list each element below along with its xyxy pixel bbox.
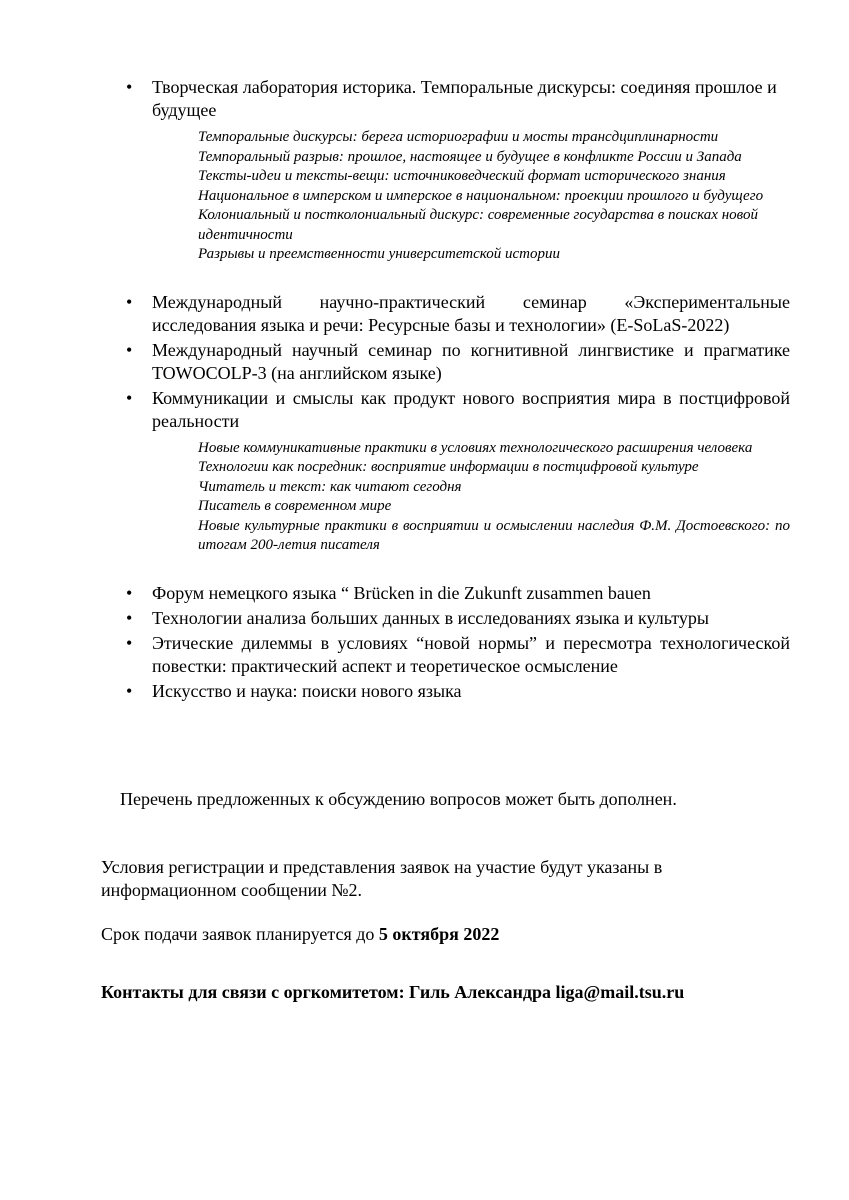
- bullet-icon: •: [126, 680, 133, 701]
- topic-list: [126, 76, 790, 703]
- list-item: [126, 76, 790, 265]
- sub-item: Новые культурные практики в восприятии и осмыслении наследия Ф.М. Достоевского: по итогам 200-летия писателя: [198, 517, 790, 553]
- section-title: Коммуникации и смыслы как продукт нового восприятия мира в постцифровой реальности: [152, 387, 790, 431]
- list-item: [126, 582, 790, 605]
- sub-item: Колониальный и постколониальный дискурс: современные государства в поисках новой идентичности: [198, 207, 758, 243]
- sub-item: Читатель и текст: как читают сегодня: [198, 478, 462, 495]
- list-item: [126, 607, 790, 630]
- deadline-prefix: Срок подачи заявок планируется до: [101, 924, 379, 944]
- section-title: Искусство и наука: поиски нового языка: [152, 680, 462, 701]
- registration-paragraph: Условия регистрации и представления заявок на участие будут указаны в информационном сообщении №2.: [101, 857, 663, 900]
- section-title: Технологии анализа больших данных в исследованиях языка и культуры: [152, 607, 709, 628]
- list-item: [126, 291, 790, 337]
- bullet-icon: •: [126, 607, 133, 628]
- list-item: [126, 387, 790, 556]
- sub-item: Писатель в современном мире: [198, 498, 392, 514]
- deadline-paragraph: [101, 923, 781, 946]
- note-paragraph: Перечень предложенных к обсуждению вопросов может быть дополнен.: [120, 789, 677, 809]
- bullet-icon: •: [126, 582, 133, 603]
- sub-item: Новые коммуникативные практики в условиях технологического расширения человека: [198, 439, 753, 456]
- sub-item: Темпоральные дискурсы: берега историографии и мосты трансдциплинарности: [198, 129, 719, 145]
- sublist: [198, 128, 790, 265]
- list-item: [126, 680, 790, 703]
- contacts-paragraph: Контакты для связи с оргкомитетом: Гиль Александра liga@mail.tsu.ru: [101, 982, 685, 1002]
- section-title: Творческая лаборатория историка. Темпоральные дискурсы: соединяя прошлое и будущее: [152, 77, 777, 120]
- list-item: [126, 339, 790, 385]
- sublist: [198, 439, 790, 556]
- deadline-date: 5 октября 2022: [378, 924, 500, 944]
- bullet-icon: •: [126, 77, 133, 97]
- bullet-icon: •: [126, 632, 133, 653]
- section-title: Международный научно-практический семинар «Экспериментальные исследования языка и речи: Ресурсные базы и технологии» (E-SoLaS-2022): [152, 291, 790, 335]
- bullet-icon: •: [126, 387, 133, 408]
- bullet-icon: •: [126, 291, 133, 312]
- sub-item: Тексты-идеи и тексты-вещи: источниковедческий формат исторического знания: [198, 168, 726, 184]
- bullet-icon: •: [126, 339, 133, 360]
- sub-item: Разрывы и преемственности университетской истории: [198, 246, 560, 262]
- sub-item: Темпоральный разрыв: прошлое, настоящее и будущее в конфликте России и Запада: [198, 148, 742, 165]
- sub-item: Технологии как посредник: восприятие информации в постцифровой культуре: [198, 459, 699, 475]
- section-title: Этические дилеммы в условиях “новой нормы” и пересмотра технологической повестки: практический аспект и теоретическое осмысление: [152, 632, 790, 676]
- section-title: Международный научный семинар по когнитивной лингвистике и прагматике TOWOCOLP-3 (на английском языке): [152, 339, 790, 383]
- sub-item: Национальное в имперском и имперское в национальном: проекции прошлого и будущего: [198, 187, 764, 204]
- section-title: Форум немецкого языка “ Brücken in die Zukunft zusammen bauen: [152, 582, 651, 603]
- list-item: [126, 632, 790, 678]
